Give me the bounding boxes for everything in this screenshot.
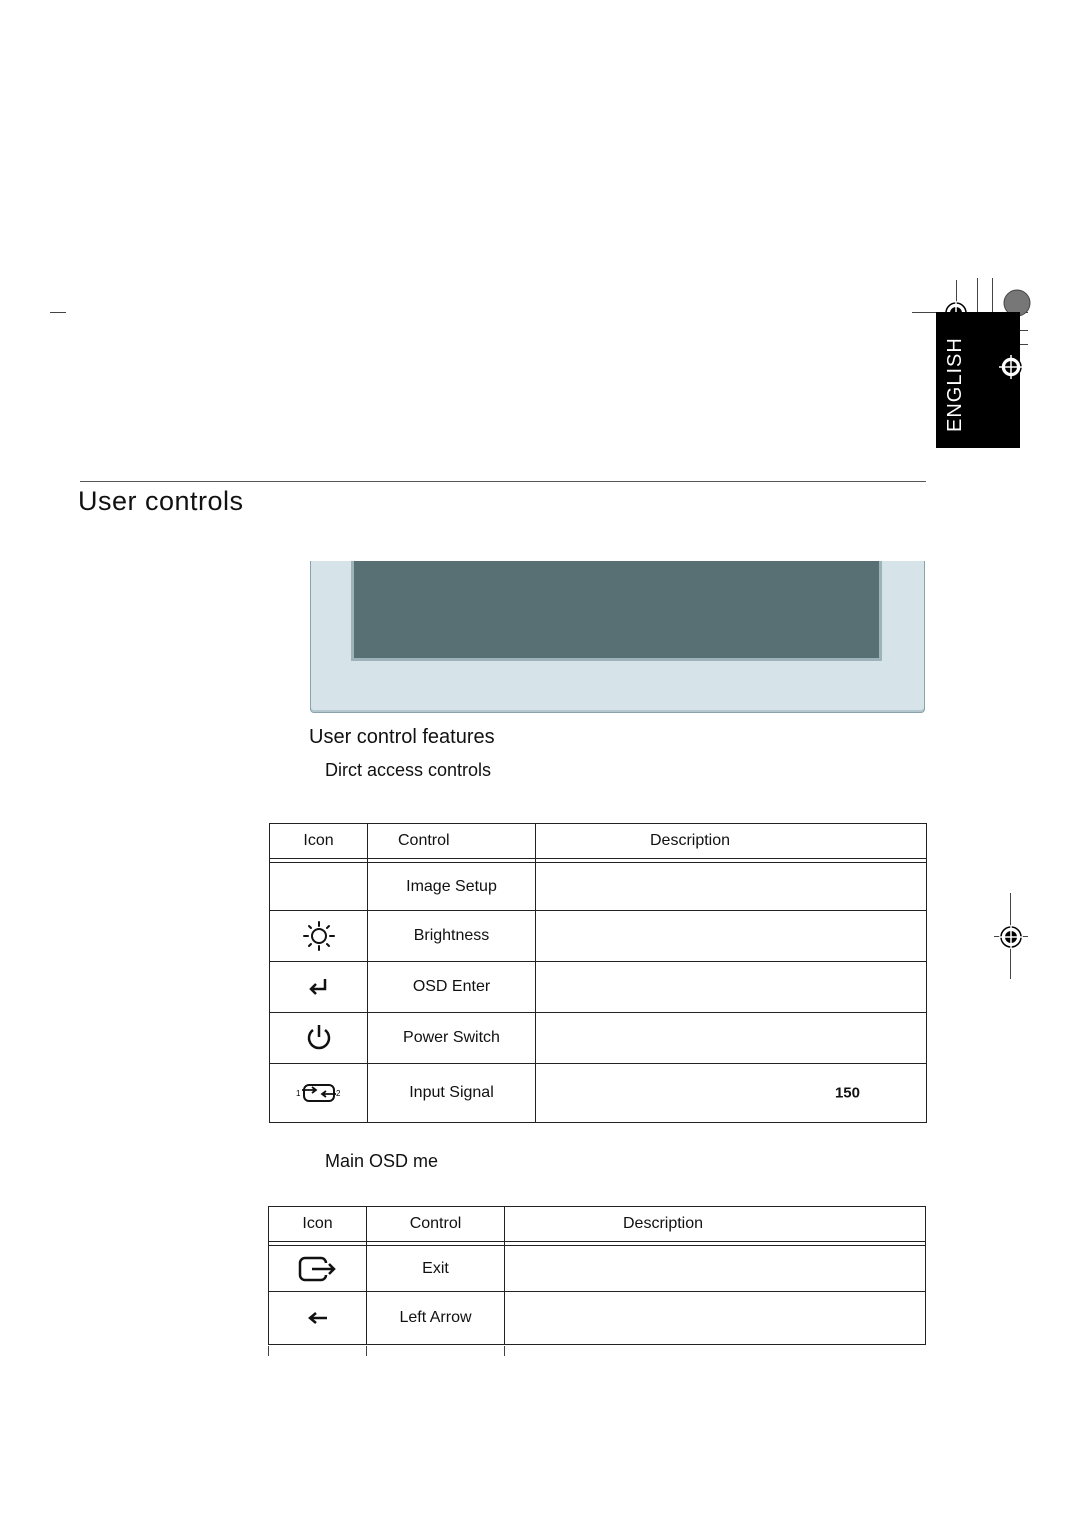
registration-mark-icon: [999, 925, 1023, 949]
direct-controls-heading: Dirct access controls: [325, 760, 492, 780]
control-description: [536, 1013, 927, 1064]
title-rule: [80, 481, 926, 482]
crop-mark-left: [50, 312, 66, 313]
control-name: Input Signal: [368, 1064, 536, 1123]
header-icon: Icon: [269, 1207, 367, 1242]
page-title: User controls: [78, 486, 244, 516]
control-description: [536, 962, 927, 1013]
svg-text:2: 2: [335, 1089, 340, 1098]
table-header-row: [269, 1207, 926, 1242]
control-name: Power Switch: [368, 1013, 536, 1064]
table-row: [270, 962, 927, 1013]
table-continuation-line: [366, 1346, 367, 1356]
control-name: Left Arrow: [367, 1292, 505, 1345]
section-heading: User control features: [309, 726, 495, 748]
left-arrow-icon: [307, 1310, 329, 1326]
control-name: Brightness: [368, 911, 536, 962]
header-description: Description: [505, 1207, 926, 1242]
control-description: [536, 1064, 927, 1123]
control-description: [536, 863, 927, 911]
control-description: [505, 1292, 926, 1345]
header-control: Control: [368, 824, 536, 859]
language-tab: [936, 312, 1020, 448]
control-description: [536, 911, 927, 962]
table-row: [269, 1292, 926, 1345]
main-osd-heading: Main OSD me: [325, 1151, 439, 1171]
registration-mark-icon: [999, 355, 1023, 379]
control-name: OSD Enter: [368, 962, 536, 1013]
table-row: [270, 1013, 927, 1064]
control-description: [505, 1246, 926, 1292]
table-row: [270, 863, 927, 911]
exit-icon: [298, 1255, 338, 1283]
header-control: Control: [367, 1207, 505, 1242]
power-icon: [305, 1023, 333, 1053]
svg-text:1: 1: [295, 1089, 300, 1098]
main-osd-table: [268, 1206, 926, 1345]
header-icon: Icon: [270, 824, 368, 859]
control-name: Image Setup: [368, 863, 536, 911]
table-row: [269, 1246, 926, 1292]
brightness-icon: [302, 921, 336, 951]
enter-icon: [307, 976, 331, 998]
table-header-row: [270, 824, 927, 859]
table-continuation-line: [504, 1346, 505, 1356]
input-signal-icon: [296, 1081, 342, 1105]
table-row: [270, 1064, 927, 1123]
direct-controls-table: [269, 823, 927, 1123]
table-continuation-line: [268, 1346, 269, 1356]
page-reference: 150: [834, 1084, 860, 1102]
table-row: [270, 911, 927, 962]
control-name: Exit: [367, 1246, 505, 1292]
language-tab-label: ENGLISH: [944, 337, 966, 432]
monitor-screen-illustration: [351, 561, 882, 661]
header-description: Description: [536, 824, 927, 859]
